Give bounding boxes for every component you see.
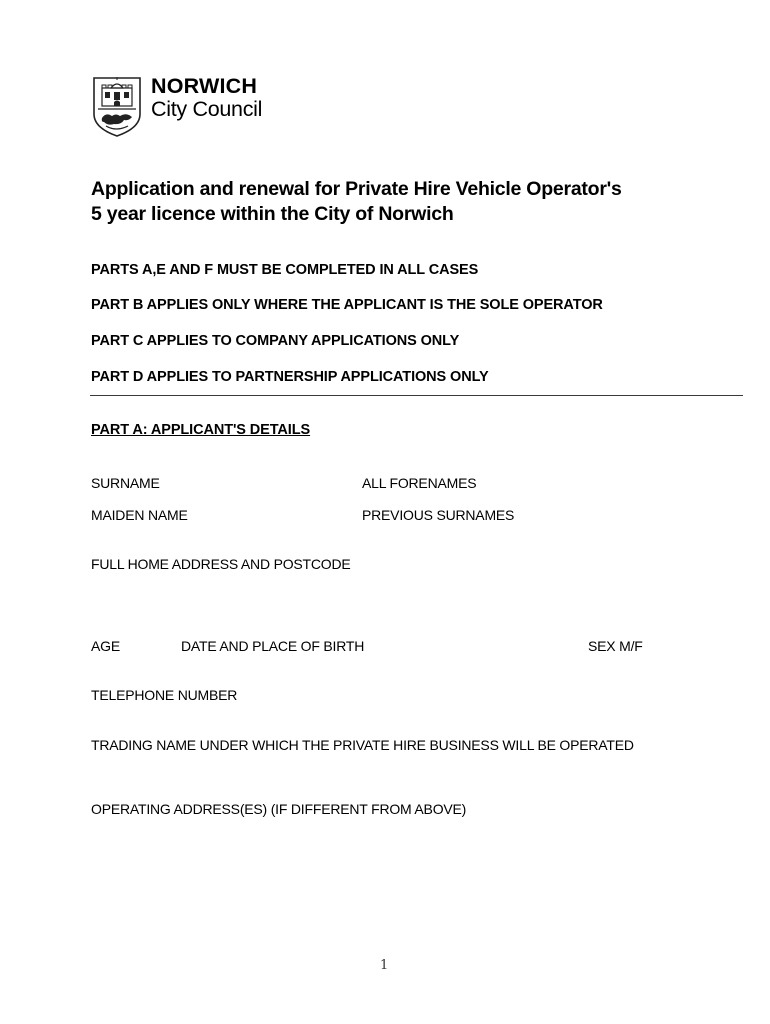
home-address-label: FULL HOME ADDRESS AND POSTCODE (91, 556, 351, 572)
page-number: 1 (380, 958, 389, 973)
sex-label: SEX M/F (588, 638, 643, 654)
previous-surnames-label: PREVIOUS SURNAMES (362, 507, 515, 523)
instruction-parts-aef: PARTS A,E AND F MUST BE COMPLETED IN ALL CASES (91, 262, 479, 278)
document-title-line-2: 5 year licence within the City of Norwich (91, 203, 454, 225)
surname-label: SURNAME (91, 475, 160, 491)
part-a-heading: PART A: APPLICANT'S DETAILS (91, 422, 311, 438)
document-title-line-1: Application and renewal for Private Hire Vehicle Operator's (91, 178, 622, 200)
age-label: AGE (91, 638, 120, 654)
norwich-castle-crest-icon (92, 74, 142, 138)
telephone-label: TELEPHONE NUMBER (91, 687, 238, 703)
forenames-label: ALL FORENAMES (362, 475, 477, 491)
council-logo-subname: City Council (151, 97, 263, 121)
instruction-part-d: PART D APPLIES TO PARTNERSHIP APPLICATIONS ONLY (91, 369, 489, 385)
maiden-name-label: MAIDEN NAME (91, 507, 188, 523)
section-divider (90, 395, 743, 396)
council-logo-name: NORWICH (151, 74, 258, 98)
date-place-birth-label: DATE AND PLACE OF BIRTH (181, 638, 365, 654)
operating-address-label: OPERATING ADDRESS(ES) (IF DIFFERENT FROM ABOVE) (91, 801, 467, 817)
instruction-part-b: PART B APPLIES ONLY WHERE THE APPLICANT IS THE SOLE OPERATOR (91, 297, 603, 313)
trading-name-label: TRADING NAME UNDER WHICH THE PRIVATE HIRE BUSINESS WILL BE OPERATED (91, 737, 634, 753)
instruction-part-c: PART C APPLIES TO COMPANY APPLICATIONS ONLY (91, 333, 460, 349)
